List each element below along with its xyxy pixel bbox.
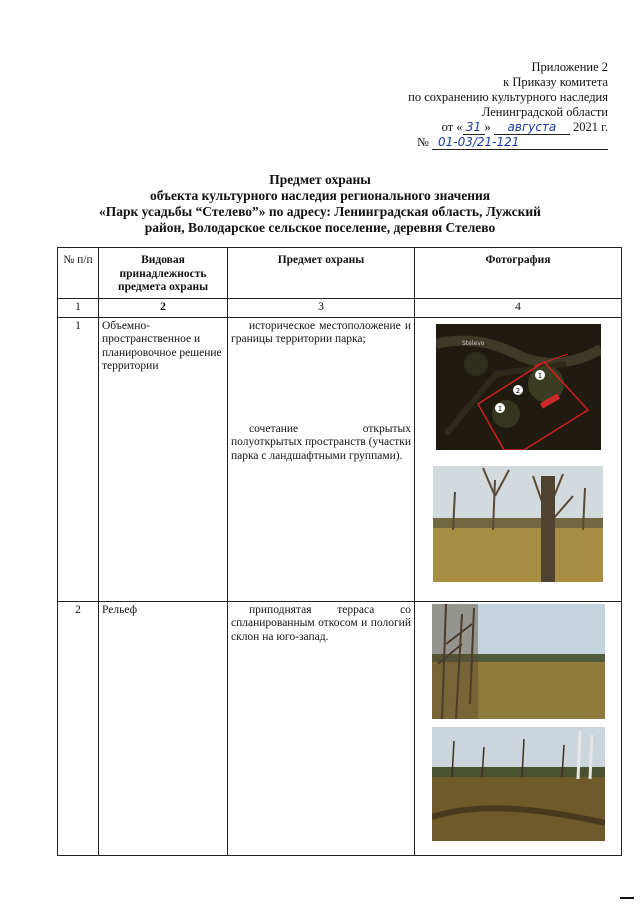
index-cell: 3: [228, 299, 415, 318]
title-line-2: объекта культурного наследия регионального значения: [149, 188, 491, 203]
table-row: [58, 317, 622, 601]
aerial-photo: [436, 324, 601, 450]
appendix-line: Приложение 2: [531, 60, 608, 74]
region-line: Ленинградской области: [481, 105, 608, 119]
header-photo: Фотография: [415, 248, 622, 299]
order-ref-line: к Приказу комитета: [503, 75, 608, 89]
terrace-photo: [432, 604, 605, 719]
marker-3: 1: [497, 404, 502, 413]
row-type: Объемно-пространственное и планировочное решение территории: [99, 317, 228, 601]
slope-photo: [432, 727, 605, 841]
table-index-row: [58, 299, 622, 318]
date-day: 31: [463, 121, 485, 135]
appendix-header: [368, 60, 608, 150]
page-mark: [620, 897, 634, 899]
header-subject: Предмет охраны: [228, 248, 415, 299]
date-month: августа: [494, 121, 570, 135]
committee-line: по сохранению культурного наследия: [408, 90, 608, 104]
subject-text: сочетание открытых полуоткрытых пространств (участки парка с ландшафтными группами).: [231, 422, 412, 462]
row-subject: [228, 317, 415, 601]
row-subject: [228, 601, 415, 855]
table-header-row: [58, 248, 622, 299]
title-line-4: район, Володарское сельское поселение, деревня Стелево: [144, 220, 496, 235]
header-type: Видовая принадлежность предмета охраны: [99, 248, 228, 299]
document-title: [40, 172, 600, 236]
order-number: 01-03/21-121: [432, 136, 608, 150]
row-type: Рельеф: [99, 601, 228, 855]
row-num: 1: [58, 317, 99, 601]
table-row: [58, 601, 622, 855]
index-cell: 4: [415, 299, 622, 318]
date-year: 2021 г.: [573, 120, 608, 134]
order-number-line: № 01-03/21-121: [368, 135, 608, 150]
protection-subject-table: [57, 247, 622, 856]
marker-2: 2: [515, 386, 520, 395]
index-cell: 1: [58, 299, 99, 318]
date-line: от « 31 » августа 2021 г.: [441, 120, 608, 134]
title-line-3: «Парк усадьбы “Стелево”» по адресу: Ленинградская область, Лужский: [99, 204, 541, 219]
subject-text: историческое местоположение и границы территории парка;: [231, 319, 411, 345]
row-photos: [415, 601, 622, 855]
row-photos: [415, 317, 622, 601]
marker-1: 1: [537, 371, 542, 380]
index-cell: 2: [99, 299, 228, 318]
header-num: № п/п: [58, 248, 99, 299]
row-num: 2: [58, 601, 99, 855]
map-label: Stelevo: [461, 339, 484, 347]
landscape-photo: [433, 466, 603, 582]
subject-text: приподнятая терраса со спланированным откосом и пологий склон на юго-запад.: [231, 603, 411, 643]
title-line-1: Предмет охраны: [269, 172, 371, 187]
